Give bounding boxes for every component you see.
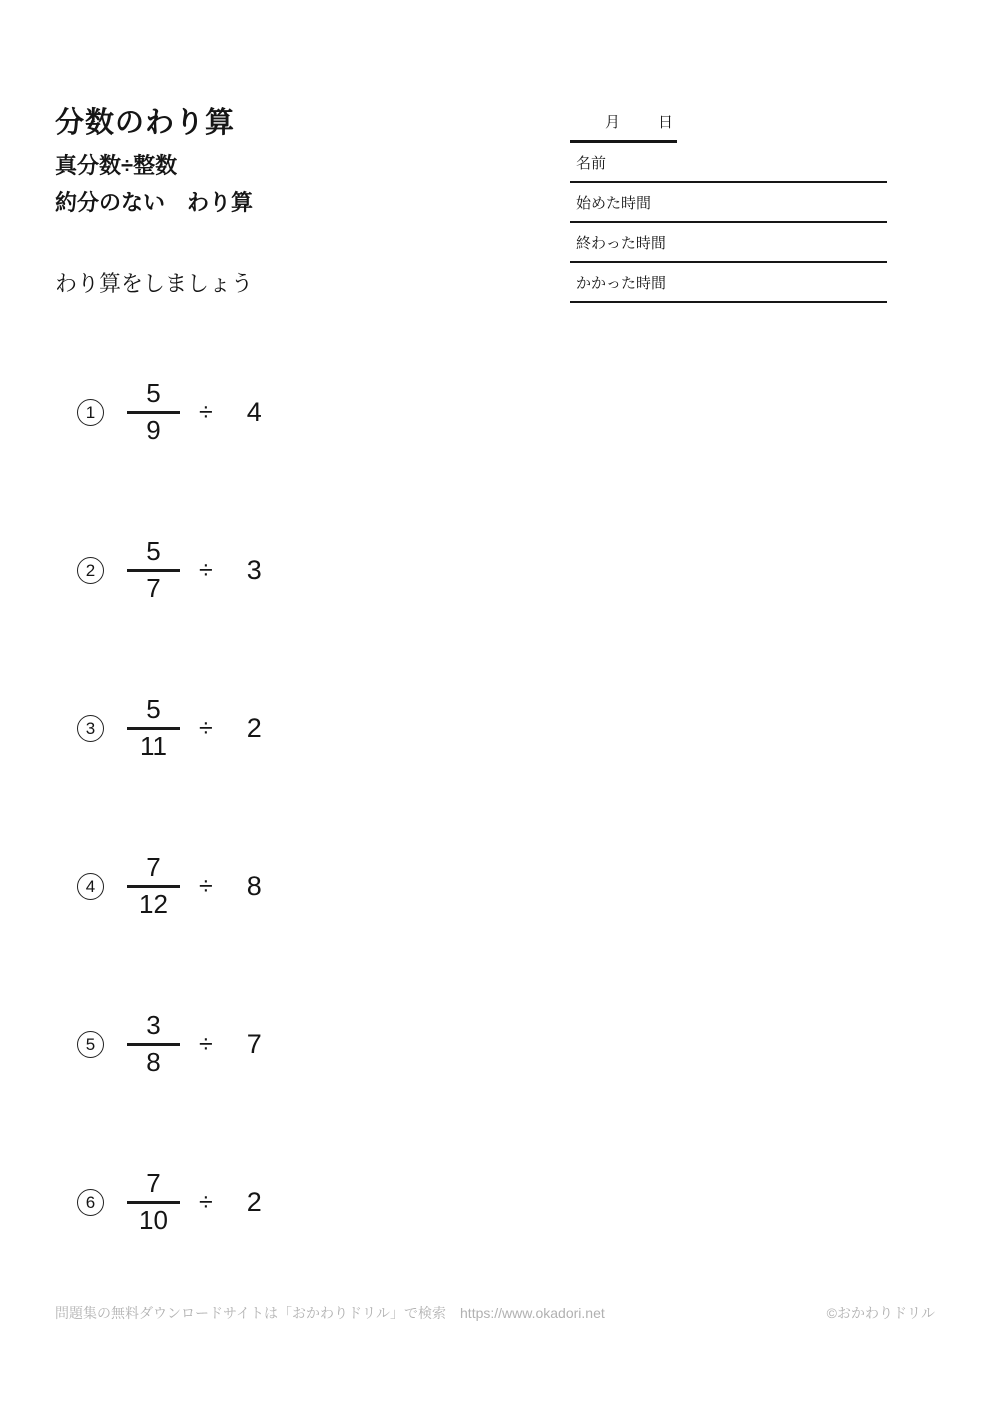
fraction-numerator: 5 xyxy=(146,378,161,409)
fraction-bar xyxy=(127,885,180,888)
problem-number: 1 xyxy=(77,399,104,426)
fraction-denominator: 12 xyxy=(139,888,168,919)
fraction xyxy=(127,854,180,918)
fraction-bar xyxy=(127,411,180,414)
fraction-numerator: 3 xyxy=(146,1010,161,1041)
fraction xyxy=(127,380,180,444)
end-time-label: 終わった時間 xyxy=(576,234,666,252)
problem-number: 4 xyxy=(77,873,104,900)
elapsed-time-field xyxy=(570,263,887,303)
fraction-bar xyxy=(127,1201,180,1204)
problem-number: 5 xyxy=(77,1031,104,1058)
day-label: 日 xyxy=(658,114,674,131)
fraction-denominator: 9 xyxy=(146,414,161,445)
month-label: 月 xyxy=(605,114,621,131)
divisor-value: 8 xyxy=(246,870,262,901)
fraction xyxy=(127,1012,180,1076)
divisor-value: 2 xyxy=(246,712,262,743)
instruction-text: わり算をしましょう xyxy=(55,271,254,296)
divisor-value: 7 xyxy=(246,1028,262,1059)
division-sign: ÷ xyxy=(199,713,213,742)
problem-row xyxy=(77,686,262,770)
fraction-denominator: 7 xyxy=(146,572,161,603)
name-field xyxy=(570,143,887,183)
division-sign: ÷ xyxy=(199,397,213,426)
problem-number: 2 xyxy=(77,557,104,584)
fraction xyxy=(127,1170,180,1234)
fraction-bar xyxy=(127,569,180,572)
fraction-denominator: 11 xyxy=(140,730,167,761)
subtitle-reduction-note: 約分のない わり算 xyxy=(55,190,254,215)
footer-site-info: 問題集の無料ダウンロードサイトは「おかわりドリル」で検索 https://www.okadori.net xyxy=(55,1305,605,1321)
fraction-numerator: 7 xyxy=(146,1168,161,1199)
fraction xyxy=(127,538,180,602)
fraction-numerator: 5 xyxy=(146,694,161,725)
division-sign: ÷ xyxy=(199,1029,213,1058)
fraction xyxy=(127,696,180,760)
problem-row xyxy=(77,1160,262,1244)
end-time-field xyxy=(570,223,887,263)
fraction-numerator: 5 xyxy=(146,536,161,567)
fraction-numerator: 7 xyxy=(146,852,161,883)
problem-row xyxy=(77,370,262,454)
start-time-field xyxy=(570,183,887,223)
division-sign: ÷ xyxy=(199,555,213,584)
problem-row xyxy=(77,528,262,612)
problem-number: 3 xyxy=(77,715,104,742)
divisor-value: 3 xyxy=(246,554,262,585)
date-field xyxy=(570,103,677,143)
problem-row xyxy=(77,1002,262,1086)
fraction-denominator: 10 xyxy=(139,1204,168,1235)
divisor-value: 2 xyxy=(246,1186,262,1217)
elapsed-time-label: かかった時間 xyxy=(576,274,667,292)
problem-number: 6 xyxy=(77,1189,104,1216)
division-sign: ÷ xyxy=(199,871,213,900)
divisor-value: 4 xyxy=(246,396,262,427)
page-title: 分数のわり算 xyxy=(55,107,236,139)
fraction-denominator: 8 xyxy=(146,1046,161,1077)
subtitle-fraction-type: 真分数÷整数 xyxy=(55,153,178,178)
info-form xyxy=(570,103,887,303)
fraction-bar xyxy=(127,727,180,730)
division-sign: ÷ xyxy=(199,1187,213,1216)
footer-copyright: ©おかわりドリル xyxy=(826,1305,935,1321)
fraction-bar xyxy=(127,1043,180,1046)
problem-row xyxy=(77,844,262,928)
start-time-label: 始めた時間 xyxy=(576,194,652,212)
name-label: 名前 xyxy=(576,154,607,172)
